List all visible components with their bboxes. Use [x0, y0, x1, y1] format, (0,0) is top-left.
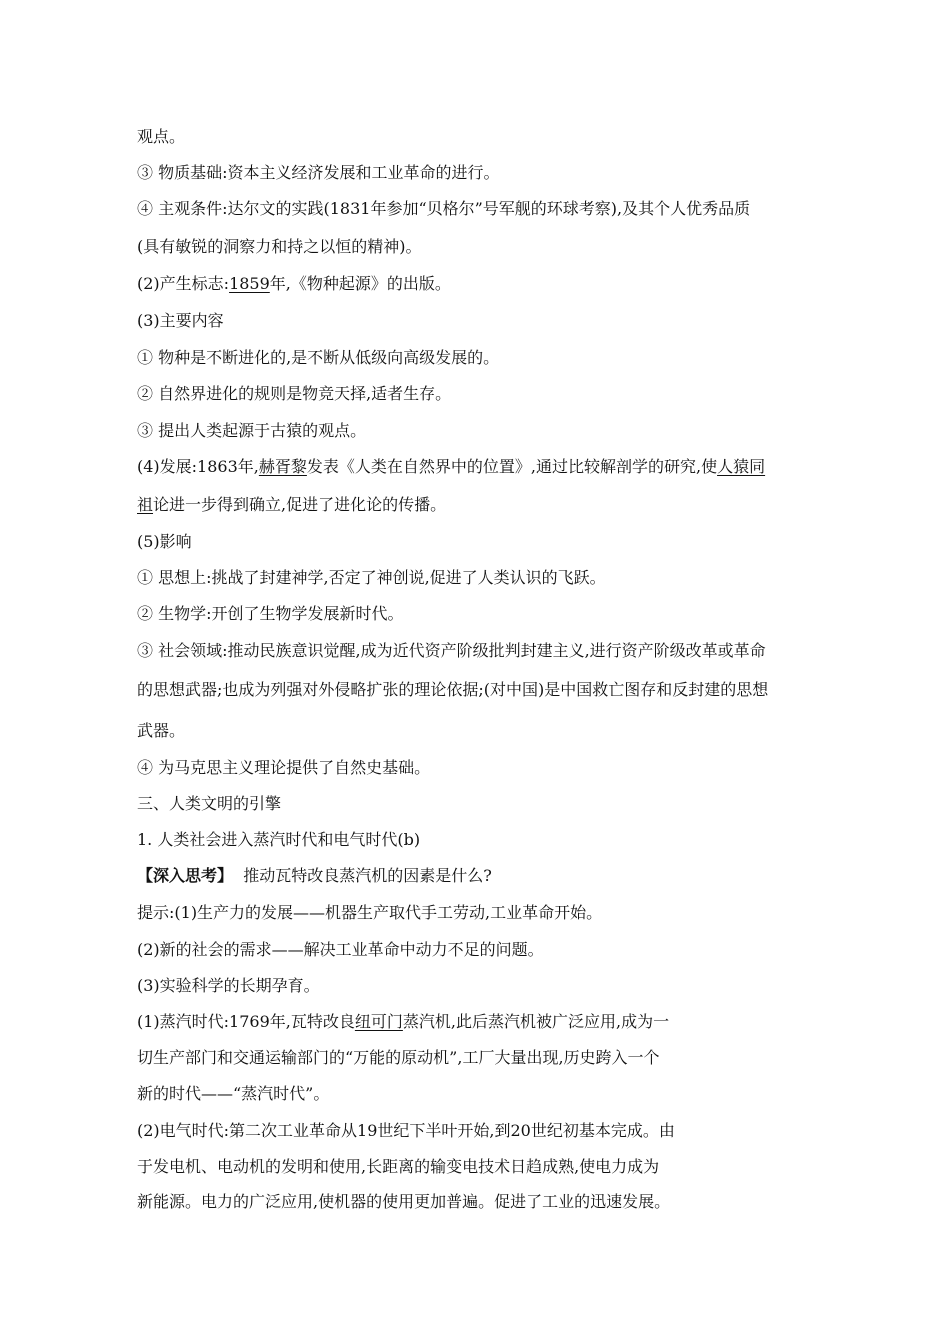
text-line: 新能源。电力的广泛应用,使机器的使用更加普遍。促进了工业的迅速发展。 [137, 1192, 671, 1211]
section-heading: 三、人类文明的引擎 [137, 794, 282, 813]
text-run: 蒸汽机,此后蒸汽机被广泛应用,成为一 [402, 1012, 670, 1031]
text-line: 观点。 [137, 127, 186, 146]
subsection-heading: 1. 人类社会进入蒸汽时代和电气时代(b) [137, 830, 421, 849]
text-line: 提示:(1)生产力的发展——机器生产取代手工劳动,工业革命开始。 [137, 903, 603, 922]
text-line: 的思想武器;也成为列强对外侵略扩张的理论依据;(对中国)是中国救亡图存和反封建的思想 [137, 680, 769, 699]
text-line [137, 865, 492, 887]
text-line [137, 456, 765, 478]
text-line: (5)影响 [137, 532, 192, 551]
text-line: ④ 主观条件:达尔文的实践(1831年参加“贝格尔”号军舰的环球考察),及其个人优秀品质 [137, 199, 751, 218]
text-run: (2)产生标志: [137, 274, 230, 293]
text-run: 论进一步得到确立,促进了进化论的传播。 [153, 495, 447, 514]
text-line: (2)新的社会的需求——解决工业革命中动力不足的问题。 [137, 940, 544, 959]
underlined-term: 祖 [137, 495, 154, 514]
text-line: ③ 提出人类起源于古猿的观点。 [137, 421, 367, 440]
text-line: ② 生物学:开创了生物学发展新时代。 [137, 604, 404, 623]
text-line: (3)实验科学的长期孕育。 [137, 976, 320, 995]
text-run: (1)蒸汽时代:1769年,瓦特改良 [137, 1012, 355, 1031]
text-line: (2)电气时代:第二次工业革命从19世纪下半叶开始,到20世纪初基本完成。由 [137, 1121, 675, 1140]
text-line: (具有敏锐的洞察力和持之以恒的精神)。 [137, 237, 422, 256]
text-line: ② 自然界进化的规则是物竞天择,适者生存。 [137, 384, 452, 403]
text-line: ③ 社会领域:推动民族意识觉醒,成为近代资产阶级批判封建主义,进行资产阶级改革或革命 [137, 641, 766, 660]
text-run: 发表《人类在自然界中的位置》,通过比较解剖学的研究,使 [306, 457, 718, 476]
text-line [137, 273, 451, 295]
underlined-term: 1859 [229, 274, 270, 293]
think-label: 【深入思考】 [137, 866, 234, 885]
underlined-term: 赫胥黎 [258, 457, 307, 476]
text-line: ① 物种是不断进化的,是不断从低级向高级发展的。 [137, 348, 500, 367]
text-line: 武器。 [137, 721, 186, 740]
underlined-term: 人猿同 [717, 457, 766, 476]
text-run: 年,《物种起源》的出版。 [269, 274, 451, 293]
text-line: 于发电机、电动机的发明和使用,长距离的输变电技术日趋成熟,使电力成为 [137, 1157, 660, 1176]
text-line: (3)主要内容 [137, 311, 224, 330]
text-line: ③ 物质基础:资本主义经济发展和工业革命的进行。 [137, 163, 500, 182]
underlined-term: 纽可门 [354, 1012, 403, 1031]
text-line: 新的时代——“蒸汽时代”。 [137, 1084, 330, 1103]
text-run: 推动瓦特改良蒸汽机的因素是什么? [233, 866, 492, 885]
text-line: 切生产部门和交通运输部门的“万能的原动机”,工厂大量出现,历史跨入一个 [137, 1048, 660, 1067]
text-line [137, 1011, 669, 1033]
text-run: (4)发展:1863年, [137, 457, 259, 476]
text-line: ④ 为马克思主义理论提供了自然史基础。 [137, 758, 431, 777]
text-line [137, 494, 446, 516]
text-line: ① 思想上:挑战了封建神学,否定了神创说,促进了人类认识的飞跃。 [137, 568, 606, 587]
